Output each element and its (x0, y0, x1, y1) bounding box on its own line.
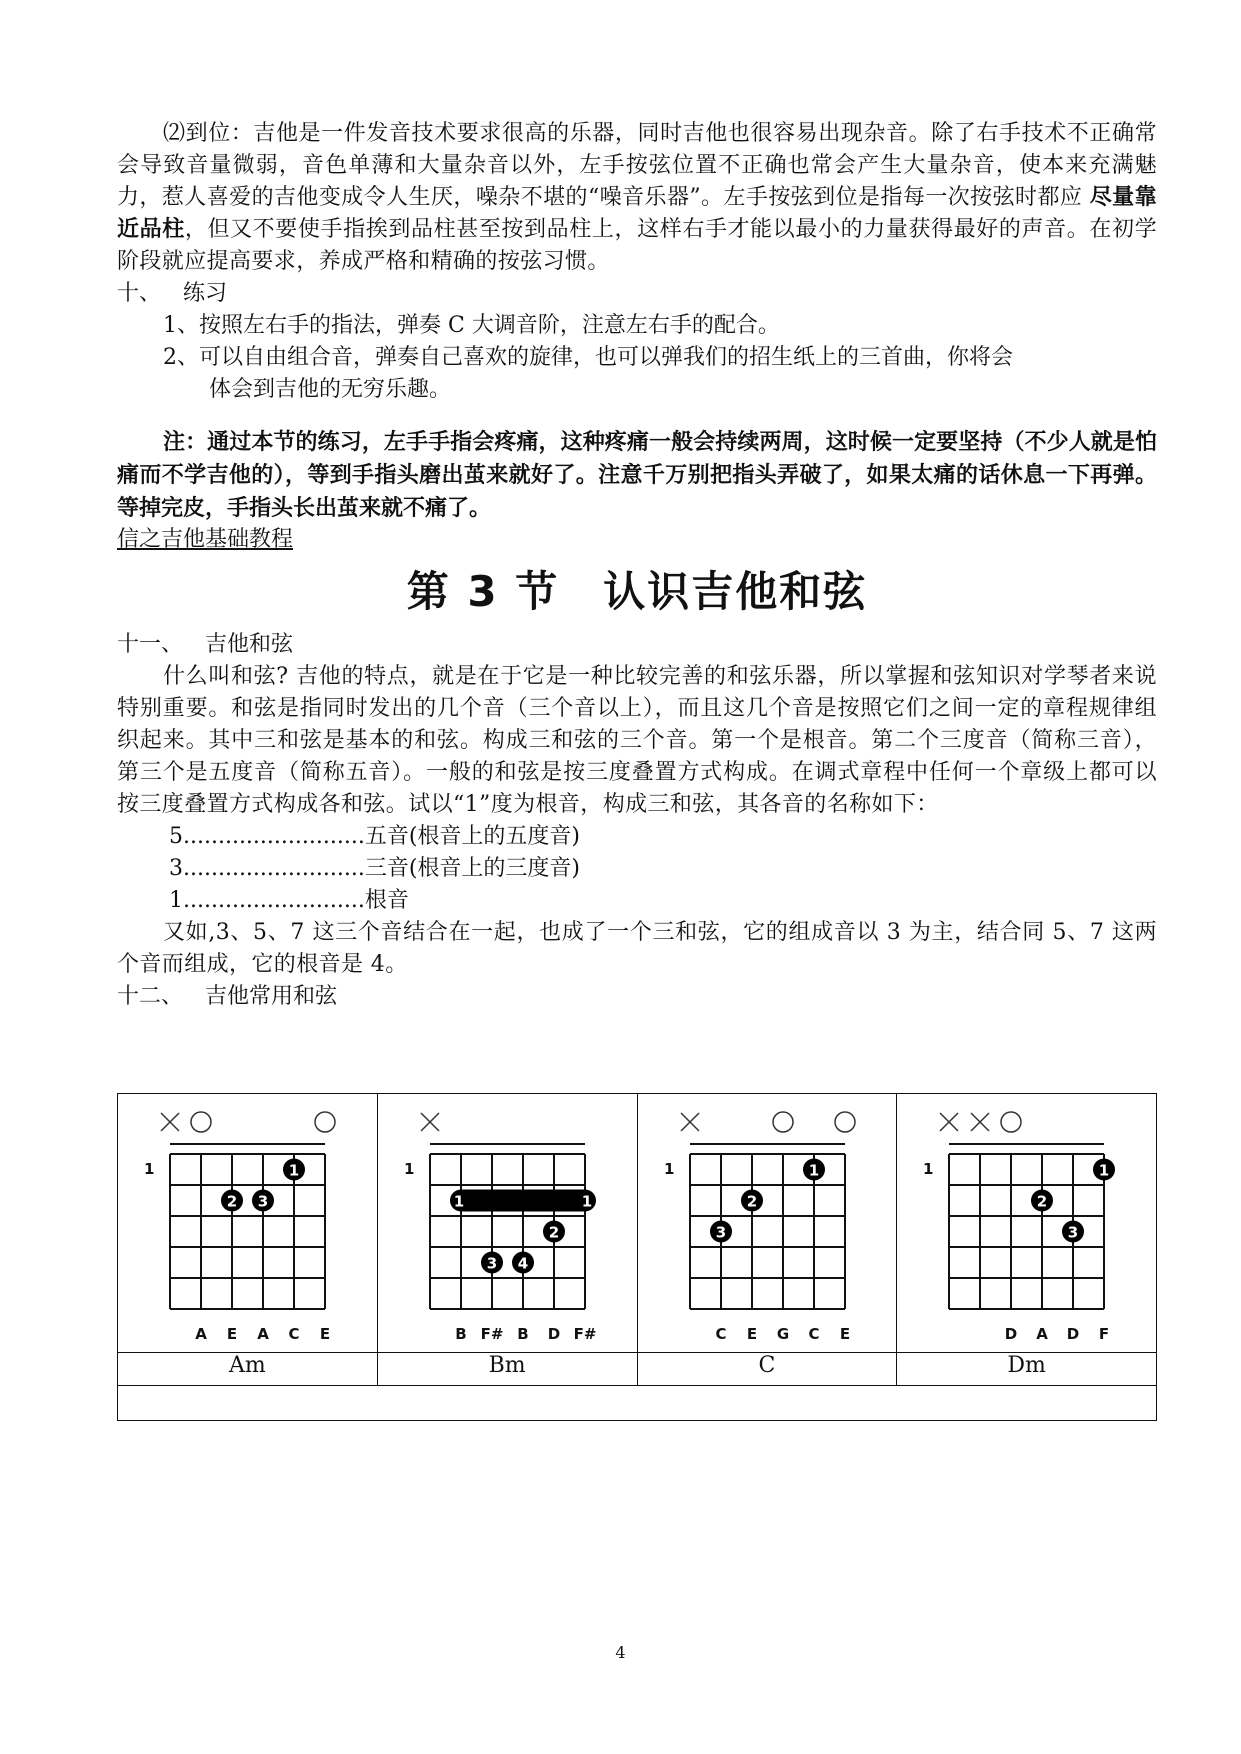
chord-cell-dm (897, 1094, 1157, 1353)
string-note-label: E (319, 1325, 331, 1342)
chord-name: Bm (377, 1353, 637, 1386)
chord-name-row (118, 1353, 1157, 1386)
chord-cell-bm (377, 1094, 637, 1353)
fret-number-label: 1 (923, 1160, 934, 1178)
heading-title: 吉他常用和弦 (205, 984, 338, 1009)
chord-diagram (638, 1102, 896, 1342)
finger-number: 2 (746, 1192, 757, 1211)
finger-number: 1 (1099, 1161, 1110, 1180)
heading-common-chords (117, 981, 1157, 1013)
finger-number: 2 (226, 1192, 238, 1211)
heading-practice (117, 278, 1157, 310)
practice-item-text: 2、可以自由组合音，弹奏自己喜欢的旋律，也可以弹我们的招生纸上的三首曲，你将会 (163, 345, 1013, 370)
scale-line-5: 5..........................五音(根音上的五度音) (169, 824, 580, 849)
chord-diagram (897, 1102, 1155, 1342)
course-link[interactable]: 信之吉他基础教程 (117, 527, 294, 552)
open-string-icon (773, 1112, 793, 1132)
heading-guitar-chords (117, 629, 1157, 661)
chapter-title: 第 3 节 认识吉他和弦 (406, 567, 868, 616)
empty-cell (118, 1386, 1157, 1421)
emphasis-text: 尽量靠近品柱 (117, 185, 1157, 242)
open-string-icon (191, 1112, 211, 1132)
string-note-label: D (1005, 1325, 1018, 1342)
chord-diagram-row (118, 1094, 1157, 1353)
string-note-label: B (517, 1325, 529, 1342)
open-string-icon (1001, 1112, 1021, 1132)
finger-number: 3 (486, 1254, 497, 1273)
chord-cell-c (637, 1094, 897, 1353)
note-text: 注：通过本节的练习，左手手指会疼痛，这种疼痛一般会持续两周，这时候一定要坚持（不少人就是怕痛而不学吉他的），等到手指头磨出茧来就好了。注意千万别把指头弄破了，如果太痛的话休息一下再弹。等掉完皮，手指头长出茧来就不痛了。 (117, 429, 1157, 521)
string-note-label: B (455, 1325, 467, 1342)
paragraph-example: 又如,3、5、7 这三个音结合在一起，也成了一个三和弦，它的组成音以 3 为主，结合同 5、7 这两个音而组成，它的根音是 4。 (117, 920, 1157, 977)
muted-string-icon (161, 1113, 179, 1131)
paragraph-text: ⑵到位：吉他是一件发音技术要求很高的乐器，同时吉他也很容易出现杂音。除了右手技术不正确常会导致音量微弱，音色单薄和大量杂音以外，左手按弦位置不正确也常会产生大量杂音，使本来充满魅力，惹人喜爱的吉他变成令人生厌，噪杂不堪的“噪音乐器”。左手按弦到位是指每一次按弦时都应 (117, 121, 1157, 210)
finger-number: 3 (1068, 1223, 1079, 1242)
finger-number: 3 (715, 1223, 726, 1242)
string-note-label: C (807, 1325, 820, 1342)
practice-item-continuation: 体会到吉他的无穷乐趣。 (209, 377, 452, 402)
string-note-label: F# (573, 1325, 597, 1342)
scale-line-1: 1..........................根音 (169, 888, 409, 913)
paragraph-text: ，但又不要使手指挨到品柱甚至按到品柱上，这样右手才能以最小的力量获得最好的声音。在初学阶段就应提高要求，养成严格和精确的按弦习惯。 (117, 217, 1158, 274)
string-note-label: A (1036, 1325, 1049, 1342)
string-note-label: D (1067, 1325, 1080, 1342)
note-block (117, 426, 1157, 525)
chord-cell-am (118, 1094, 378, 1353)
string-note-label: F (1099, 1325, 1110, 1342)
scale-line-3: 3..........................三音(根音上的三度音) (169, 856, 580, 881)
muted-string-icon (681, 1113, 699, 1131)
finger-number: 1 (288, 1161, 300, 1180)
barre-finger-label: 1 (453, 1192, 464, 1211)
chord-table (117, 1093, 1157, 1421)
finger-number: 2 (548, 1223, 559, 1242)
chord-diagram (118, 1102, 376, 1342)
finger-number: 2 (1037, 1192, 1048, 1211)
finger-number: 1 (808, 1161, 819, 1180)
heading-title: 吉他和弦 (205, 632, 294, 657)
string-note-label: E (226, 1325, 238, 1342)
chord-name: Am (118, 1353, 378, 1386)
heading-number: 十一、 (117, 632, 184, 657)
muted-string-icon (940, 1113, 958, 1131)
practice-item-2 (117, 342, 1157, 406)
heading-title: 练习 (183, 281, 228, 306)
chord-name: Dm (897, 1353, 1157, 1386)
page-number: 4 (615, 1643, 626, 1662)
string-note-label: G (776, 1325, 789, 1342)
open-string-icon (835, 1112, 855, 1132)
string-note-label: A (195, 1325, 207, 1342)
string-note-label: A (257, 1325, 269, 1342)
finger-number: 4 (517, 1254, 528, 1273)
heading-number: 十、 (117, 281, 162, 306)
barre-bar (450, 1190, 596, 1212)
page-body (117, 118, 1157, 1013)
string-note-label: E (839, 1325, 850, 1342)
chord-diagram (378, 1102, 636, 1342)
heading-number: 十二、 (117, 984, 184, 1009)
paragraph-chord-definition: 什么叫和弦? 吉他的特点，就是在于它是一种比较完善的和弦乐器，所以掌握和弦知识对学琴者来说特别重要。和弦是指同时发出的几个音（三个音以上），而且这几个音是按照它们之间一定的章程规律组织起来。其中三和弦是基本的和弦。构成三和弦的三个音。第一个是根音。第二个三度音（简称三音），第三个是五度音（简称五音）。一般的和弦是按三度叠置方式构成。在调式章程中任何一个章级上都可以按三度叠置方式构成各和弦。试以“1”度为根音，构成三和弦，其各音的名称如下： (117, 664, 1157, 817)
fret-number-label: 1 (144, 1160, 155, 1178)
string-note-label: D (547, 1325, 560, 1342)
open-string-icon (315, 1112, 335, 1132)
muted-string-icon (421, 1113, 439, 1131)
muted-string-icon (971, 1113, 989, 1131)
string-note-label: C (288, 1325, 300, 1342)
finger-number: 3 (257, 1192, 269, 1211)
string-note-label: E (746, 1325, 757, 1342)
fret-number-label: 1 (403, 1160, 415, 1178)
fret-number-label: 1 (663, 1160, 674, 1178)
chord-name: C (637, 1353, 897, 1386)
empty-row (118, 1386, 1157, 1421)
string-note-label: F# (480, 1325, 504, 1342)
paragraph-fretting (117, 118, 1157, 278)
string-note-label: C (714, 1325, 727, 1342)
practice-item-1: 1、按照左右手的指法，弹奏 C 大调音阶，注意左右手的配合。 (163, 313, 780, 338)
barre-finger-label: 1 (581, 1192, 592, 1211)
